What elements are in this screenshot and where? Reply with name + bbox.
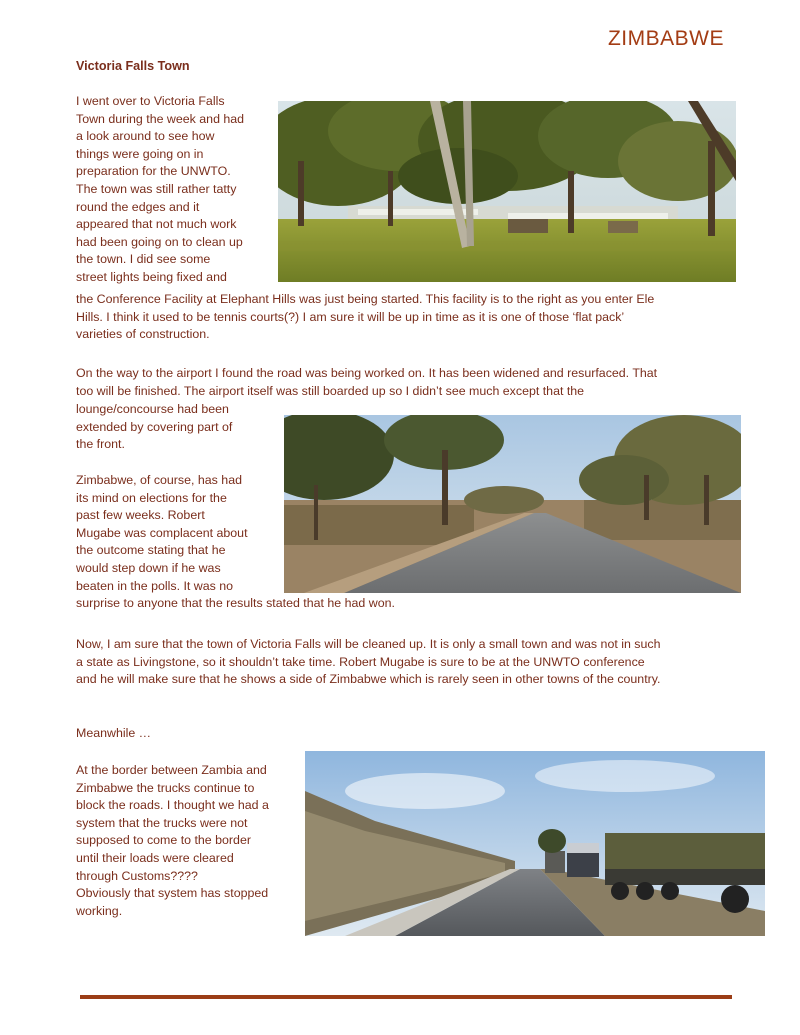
paragraph-3-full: surprise to anyone that the results stated that he had won. [76,596,395,610]
photo-airport-road [284,415,741,593]
footer-rule [80,995,732,999]
photo-park-trees [278,101,736,282]
article-title: Victoria Falls Town [76,59,190,73]
page-header-country: ZIMBABWE [607,27,724,50]
photo-border-trucks [305,751,765,936]
paragraph-3-wrapped: Zimbabwe, of course, has had its mind on elections for the past few weeks. Robert Mugabe was complacent about the outcome stating that he would step down if he was beaten in the polls. It was no [76,473,248,593]
paragraph-1-wrapped: I went over to Victoria Falls Town during the week and had a look around to see how things were going on in preparation for the UNWTO. The town was still rather tatty round the edges and it appeared that not much work had been going on to clean up the town. I did see some street lights being fixed and [76,94,245,284]
paragraph-1-full: the Conference Facility at Elephant Hills was just being started. This facility is to the right as you enter Ele Hills. I think it used to be tennis courts(?) I am sure it will be up in time as it is one of those ‘flat pack’ varieties of construction. [76,292,655,342]
paragraph-6: At the border between Zambia and Zimbabwe the trucks continue to block the roads. I thought we had a system that the trucks were not supposed to come to the border until their loads were cleared through Customs???? Obviously that system has stopped working. [76,763,269,918]
paragraph-2-wrapped: lounge/concourse had been extended by covering part of the front. [76,402,233,452]
paragraph-4: Now, I am sure that the town of Victoria Falls will be cleaned up. It is only a small town and was not in such a state as Livingstone, so it shouldn’t take time. Robert Mugabe is sure to be at the UNWTO conference and he will make sure that he shows a side of Zimbabwe which is rarely seen in other towns of the country. [76,637,661,687]
paragraph-5: Meanwhile … [76,726,152,740]
paragraph-2-full: On the way to the airport I found the road was being worked on. It has been widened and resurfaced. That too will be finished. The airport itself was still boarded up so I didn’t see much except that the [76,366,658,398]
